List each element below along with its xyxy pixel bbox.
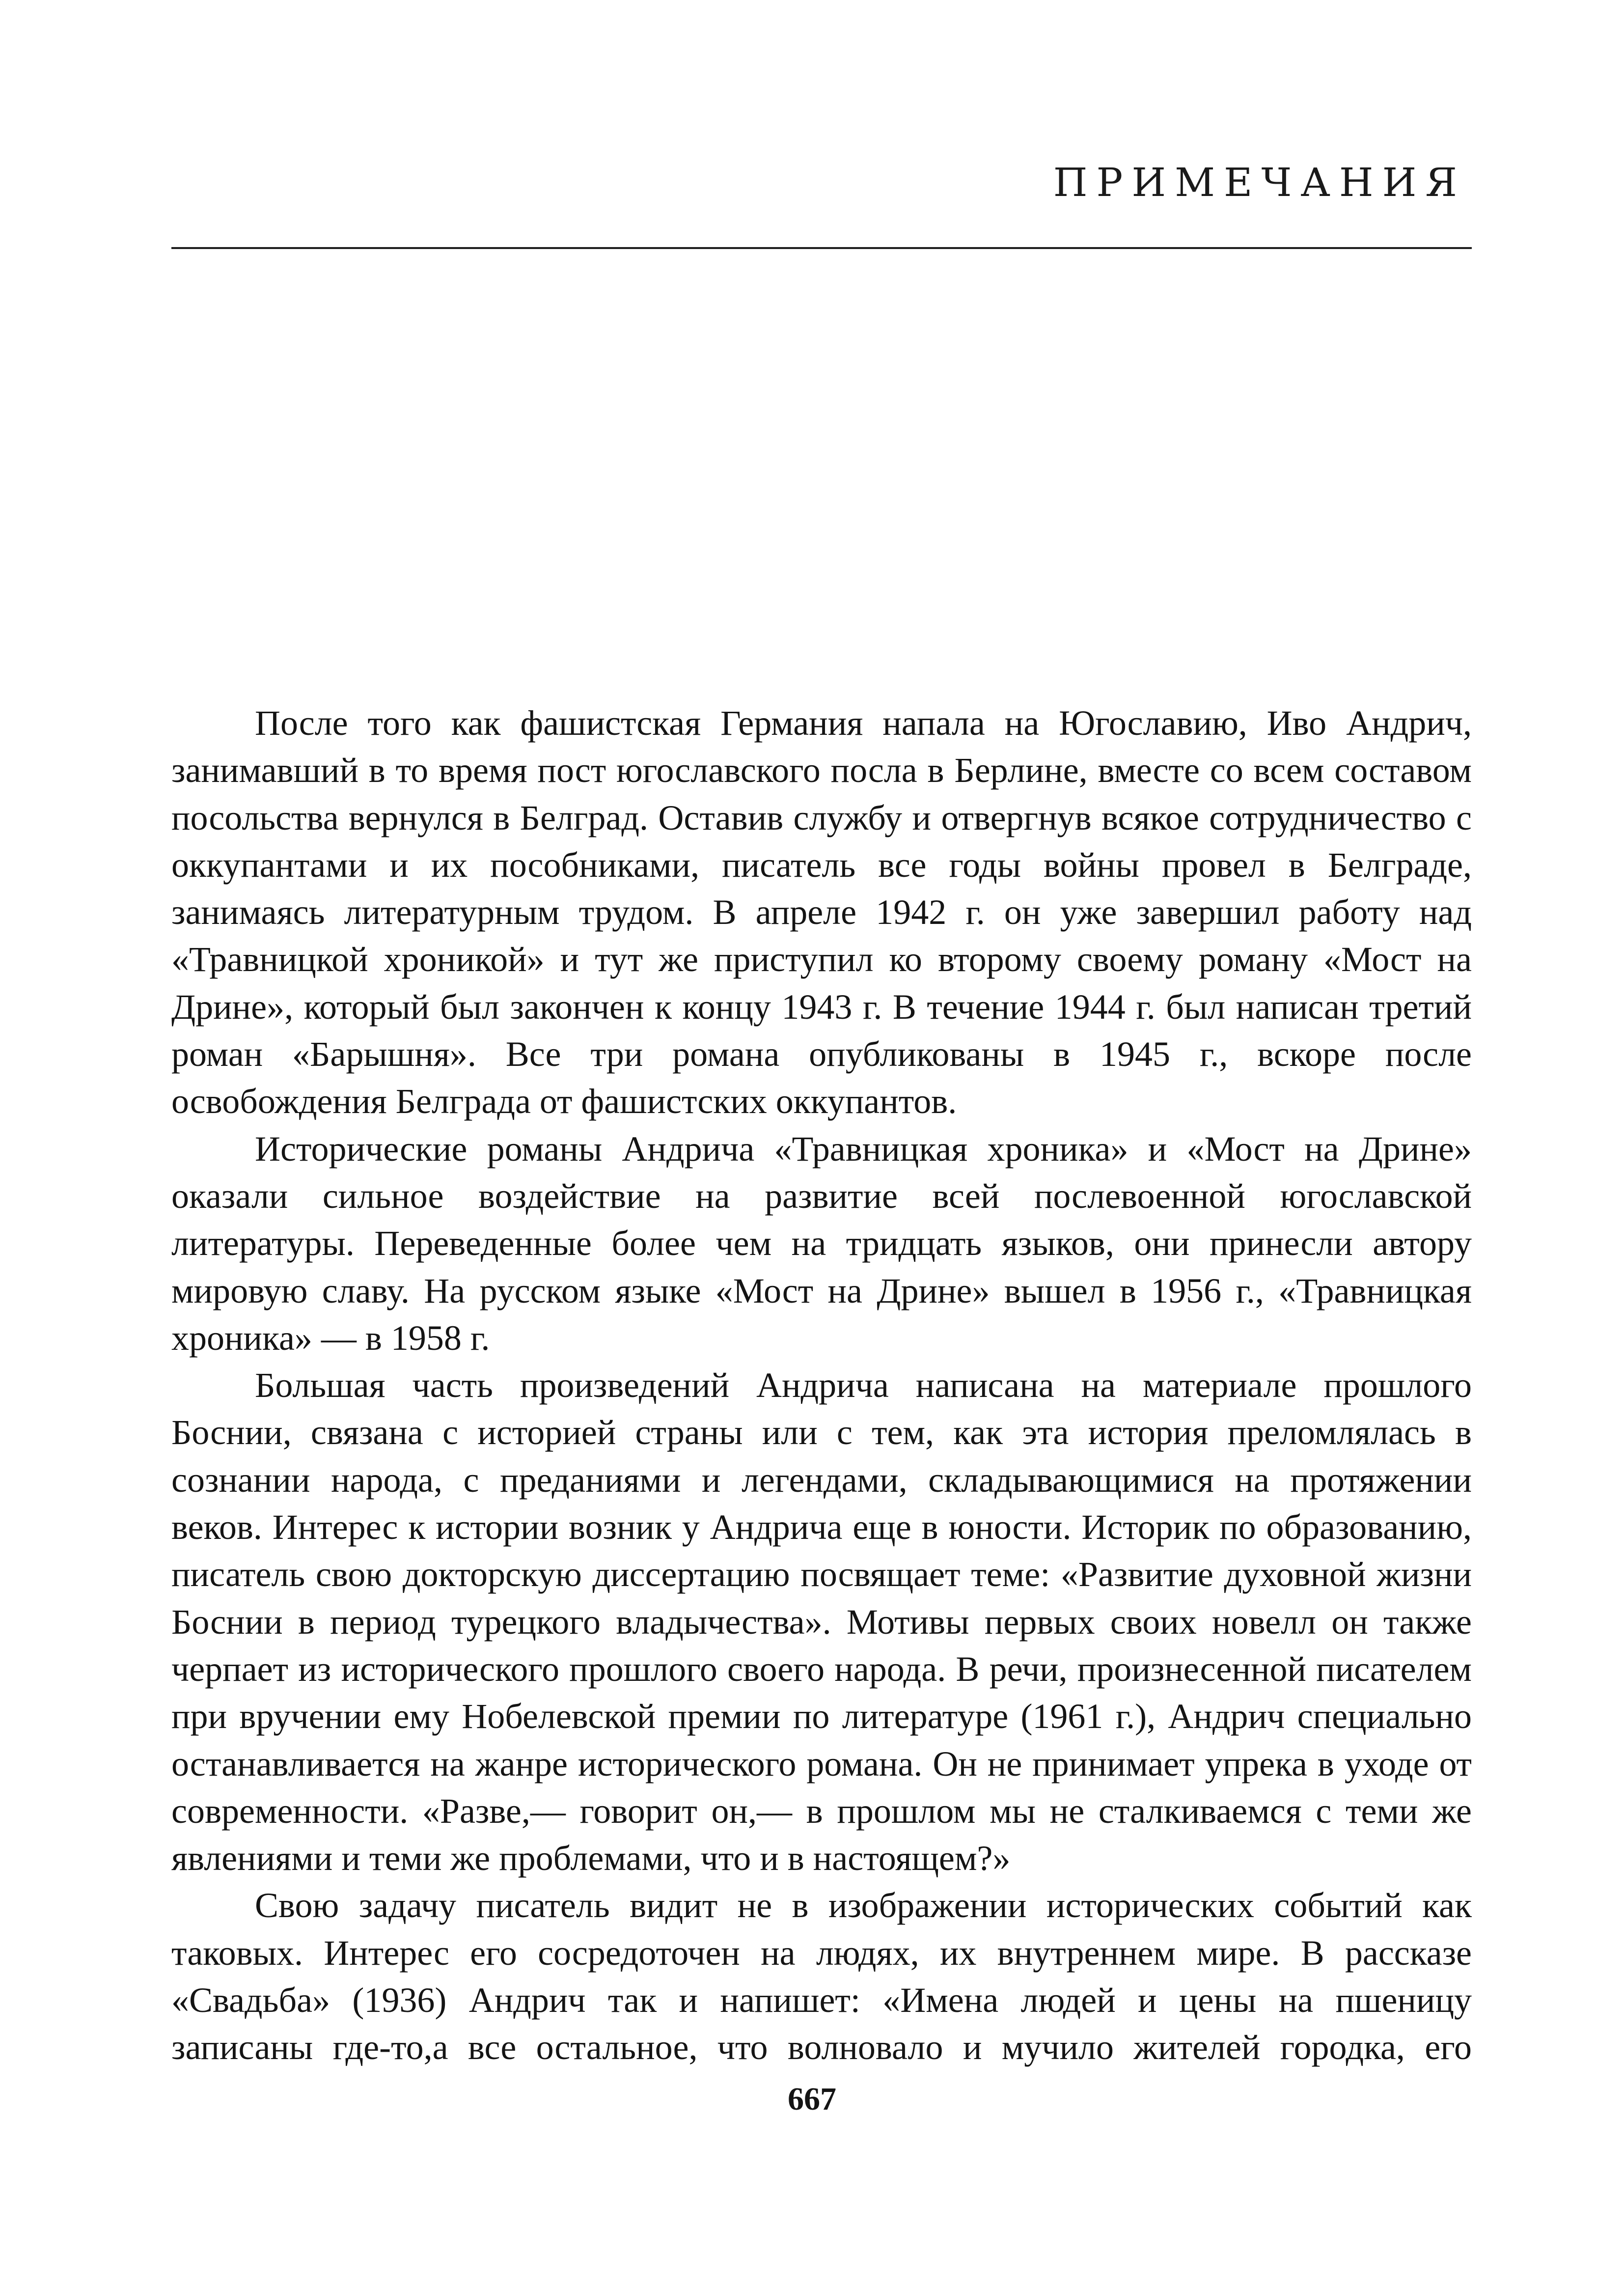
- paragraph-wartime-novels: После того как фашистская Германия напала на Югославию, Иво Андрич, занимавший в то время пост югославского посла в Берлине, вместе со всем составом посольства вернулся в Белград. Оставив службу и отвергнув всякое сотрудничество с оккупантами и их пособниками, писатель все годы войны провел в Белграде, занимаясь литературным трудом. В апреле 1942 г. он уже завершил работу над «Травницкой хроникой» и тут же приступил ко второму своему роману «Мост на Дрине», который был закончен к концу 1943 г. В течение 1944 г. был написан третий роман «Барышня». Все три романа опубликованы в 1945 г., вскоре после освобождения Белграда от фашистских оккупантов.: [171, 703, 1472, 1121]
- heading-divider: [171, 247, 1472, 249]
- page-number: 667: [788, 2081, 836, 2117]
- page-title: ПРИМЕЧАНИЯ: [1053, 160, 1466, 205]
- paragraph-influence: Исторические романы Андрича «Травницкая хроника» и «Мост на Дрине» оказали сильное воздействие на развитие всей послевоенной югославской литературы. Переведенные более чем на тридцать языков, они принесли автору мировую славу. На русском языке «Мост на Дрине» вышел в 1956 г., «Травницкая хроника» — в 1958 г.: [171, 1129, 1472, 1358]
- paragraph-history-theme: Большая часть произведений Андрича написана на материале прошлого Боснии, связана с историей страны или с тем, как эта история преломлялась в сознании народа, с преданиями и легендами, складывающимися на протяжении веков. Интерес к истории возник у Андрича еще в юности. Историк по образованию, писатель свою докторскую диссертацию посвящает теме: «Развитие духовной жизни Боснии в период турецкого владычества». Мотивы первых своих новелл он также черпает из исторического прошлого своего народа. В речи, произнесенной писателем при вручении ему Нобелевской премии по литературе (1961 г.), Андрич специально останавливается на жанре исторического романа. Он не принимает упрека в уходе от современности. «Разве,— говорит он,— в прошлом мы не сталкиваемся с теми же явлениями и теми же проблемами, что и в настоящем?»: [171, 1366, 1472, 1878]
- paragraph-writer-task: Свою задачу писатель видит не в изображении исторических событий как таковых. Интерес его сосредоточен на людях, их внутреннем мире. В рассказе «Свадьба» (1936) Андрич так и напишет: «Имена людей и цены на пшеницу записаны где-то,а все остальное, что волновало и мучило жителей городка, его: [171, 1886, 1472, 2067]
- notes-body: [171, 699, 1472, 2071]
